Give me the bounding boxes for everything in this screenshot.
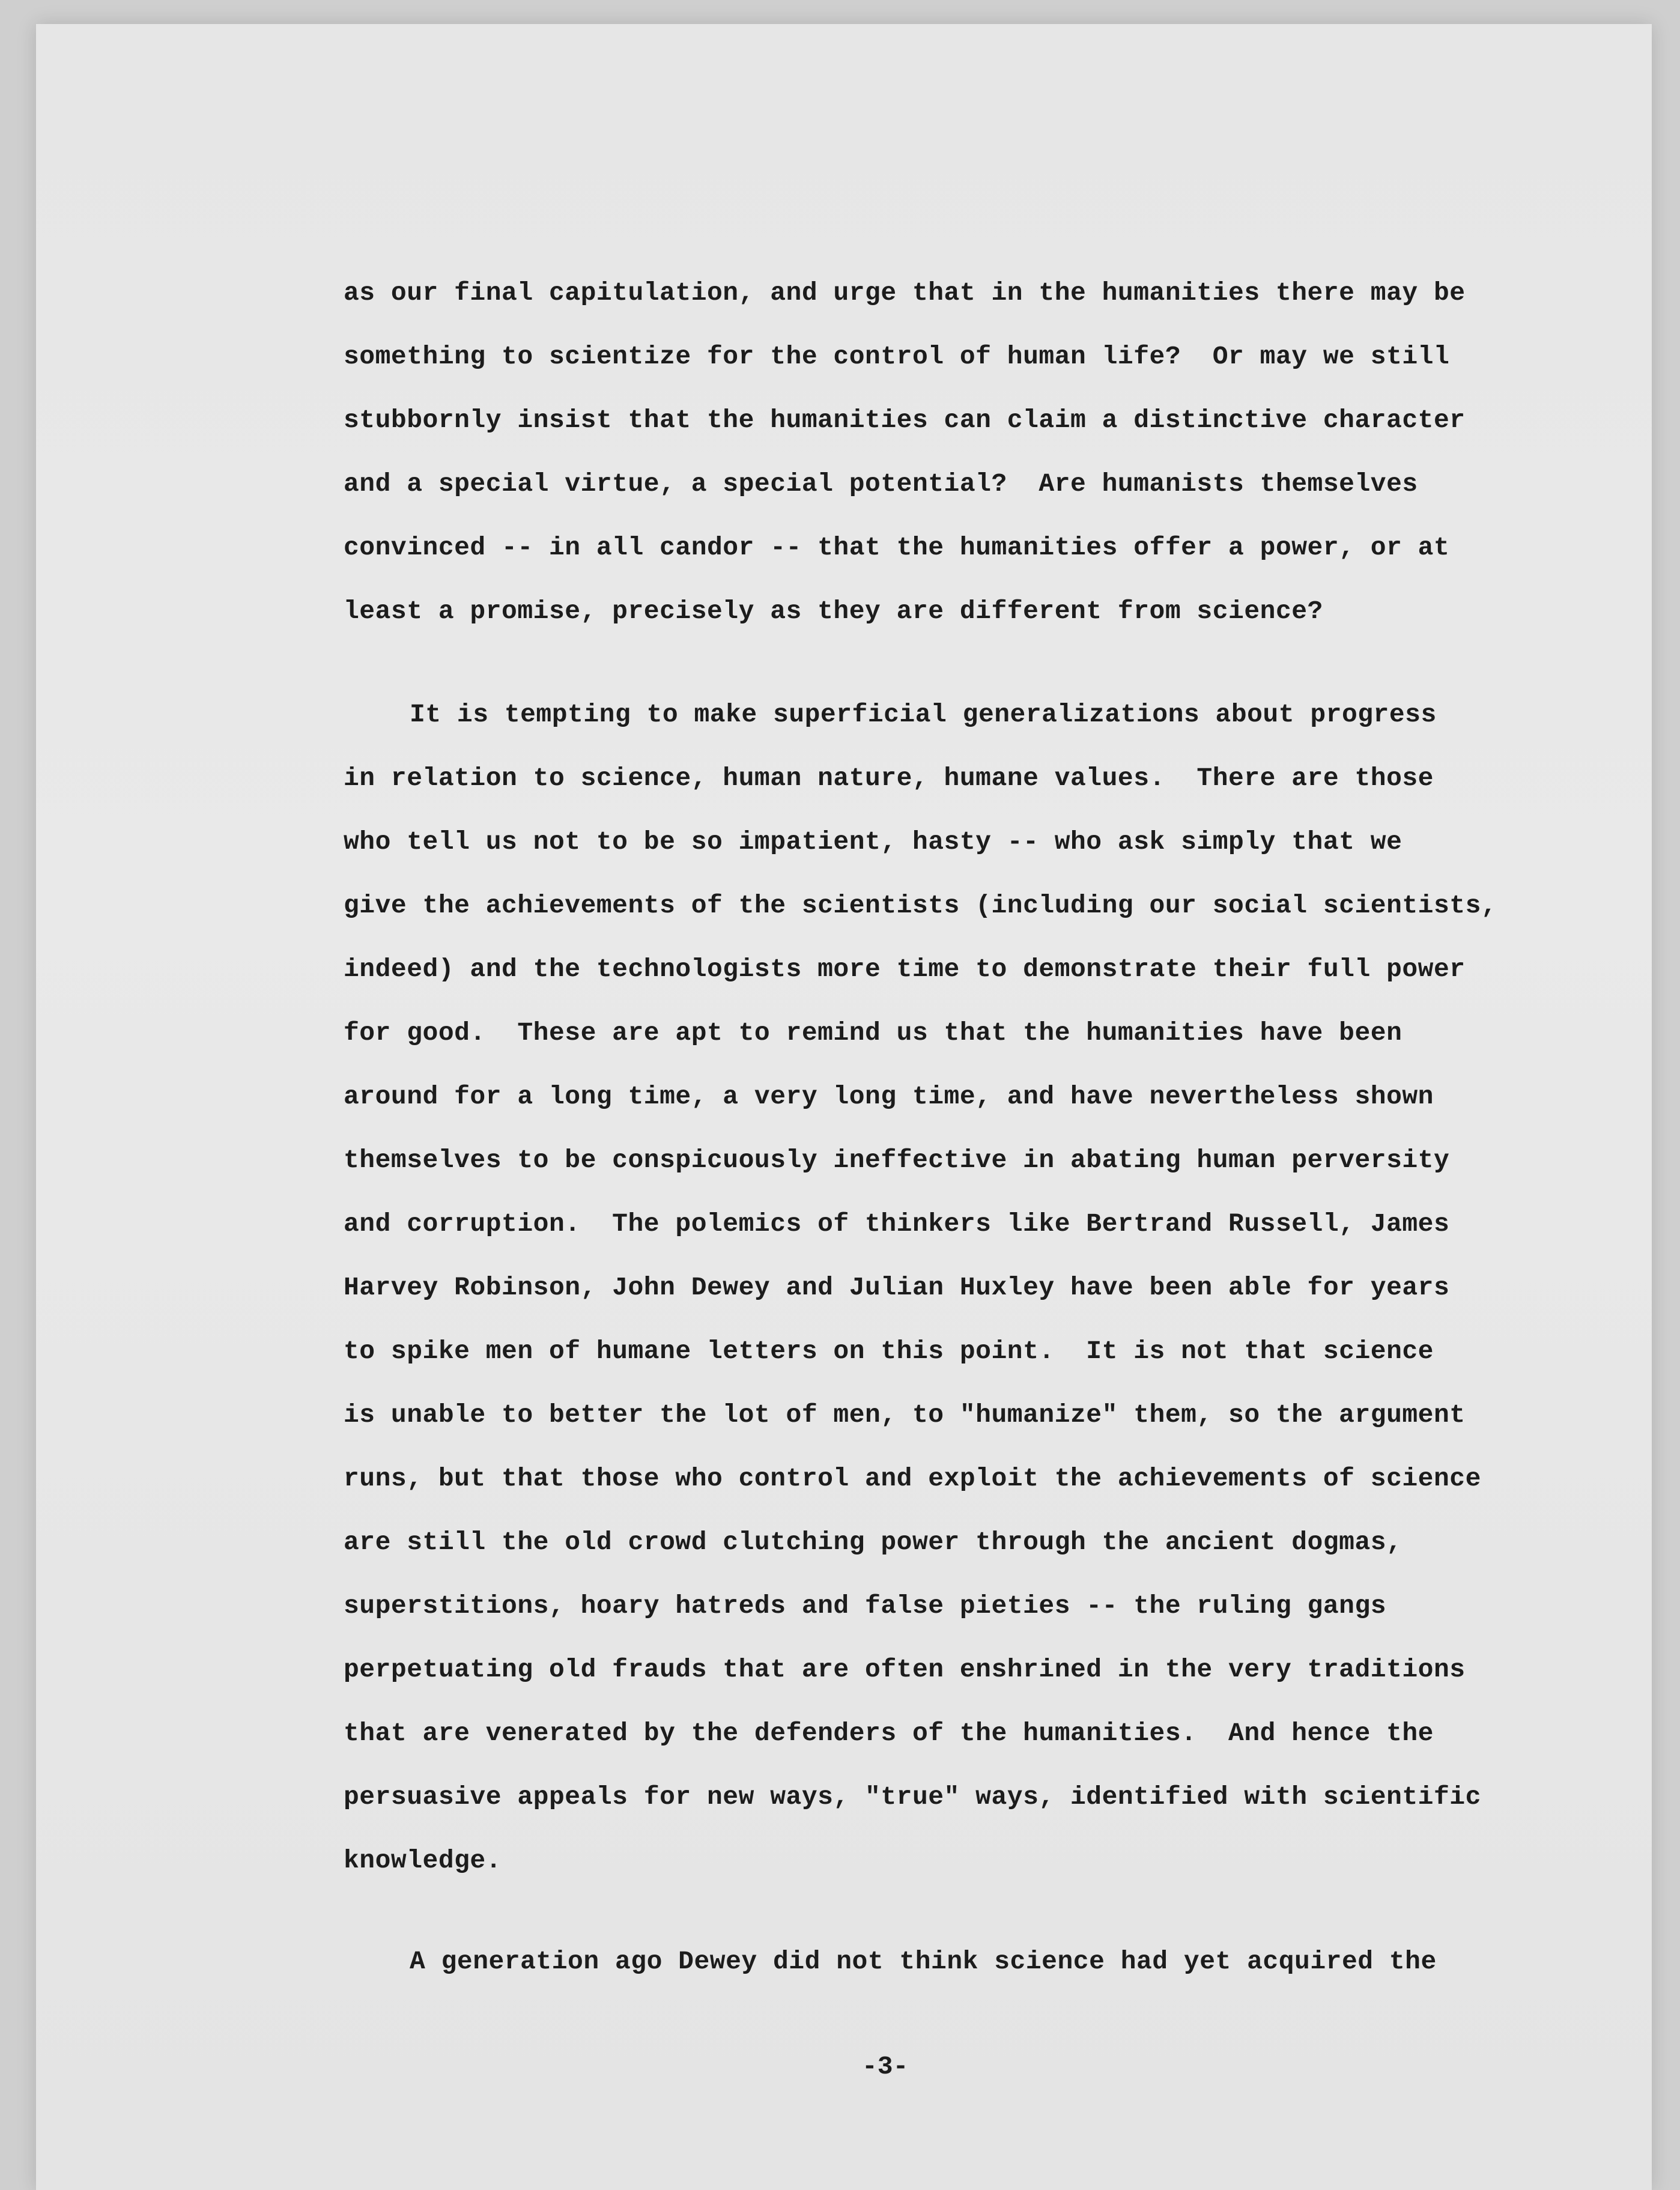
text-line: Harvey Robinson, John Dewey and Julian Huxley have been able for years [344,1273,1450,1302]
text-line: and a special virtue, a special potential? Are humanists themselves [344,469,1418,499]
text-line: superstitions, hoary hatreds and false pieties -- the ruling gangs [344,1591,1387,1621]
text-line: for good. These are apt to remind us that the humanities have been [344,1018,1403,1048]
text-line: are still the old crowd clutching power through the ancient dogmas, [344,1527,1403,1557]
text-line: who tell us not to be so impatient, hasty -- who ask simply that we [344,827,1403,857]
text-line: runs, but that those who control and exploit the achievements of science [344,1464,1481,1493]
text-line: convinced -- in all candor -- that the humanities offer a power, or at [344,533,1450,562]
text-line: A generation ago Dewey did not think science had yet acquired the [410,1947,1437,1976]
page-number: -3- [862,2052,909,2081]
text-line: knowledge. [344,1846,502,1875]
text-line: perpetuating old frauds that are often enshrined in the very traditions [344,1655,1466,1684]
text-line: in relation to science, human nature, humane values. There are those [344,763,1434,793]
text-line: persuasive appeals for new ways, "true" ways, identified with scientific [344,1782,1481,1812]
text-line: stubbornly insist that the humanities can claim a distinctive character [344,405,1466,435]
text-line: themselves to be conspicuously ineffective in abating human perversity [344,1145,1450,1175]
text-line: as our final capitulation, and urge that in the humanities there may be [344,278,1466,308]
text-line: that are venerated by the defenders of the humanities. And hence the [344,1718,1434,1748]
document-page [36,24,1652,2190]
text-line: around for a long time, a very long time, and have nevertheless shown [344,1082,1434,1111]
text-line: to spike men of humane letters on this point. It is not that science [344,1336,1434,1366]
text-line: least a promise, precisely as they are different from science? [344,596,1323,626]
text-line: something to scientize for the control of human life? Or may we still [344,342,1450,371]
text-line: It is tempting to make superficial generalizations about progress [410,700,1437,729]
text-line: give the achievements of the scientists (including our social scientists, [344,891,1497,920]
text-line: and corruption. The polemics of thinkers like Bertrand Russell, James [344,1209,1450,1239]
text-line: is unable to better the lot of men, to "humanize" them, so the argument [344,1400,1466,1430]
text-line: indeed) and the technologists more time to demonstrate their full power [344,954,1466,984]
